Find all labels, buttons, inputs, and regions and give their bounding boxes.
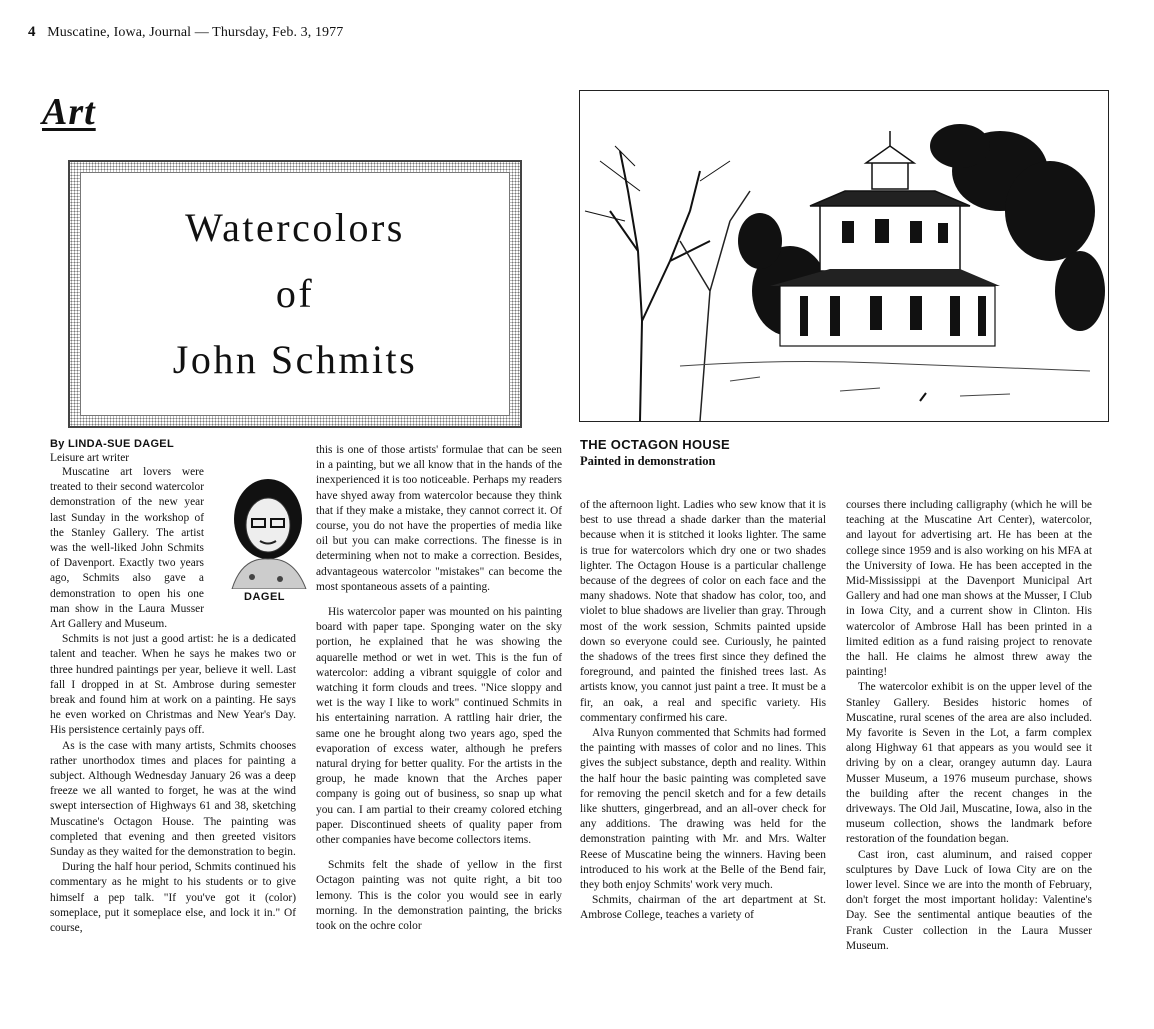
paragraph: Schmits is not just a good artist: he is a dedicated talent and teacher. When he says he makes two or three hundred paintings per year, believe it well. Last fall I dropped in at St. Ambrose during semester break and found him at work on a painting. He says he even worked on Christmas and New Year's Day. His persistence certainly pays off.: [50, 633, 296, 737]
paragraph: Alva Runyon commented that Schmits had formed the painting with masses of color and no lines. This gives the subject substance, depth and reality. Within the half hour the basic painting was completed save for removing the pencil sketch and for a few details like shutters, gingerbread, and an all-over check for any additions. The drawing was held for the demonstration painting with Mr. and Mrs. Walter Reese of Muscatine being the winners. Having been introduced to his work at the Belle of the Bend fair, they both enjoy Schmits' work very much.: [580, 727, 826, 892]
photo-caption-title: THE OCTAGON HOUSE: [580, 437, 731, 452]
paragraph-text: Muscatine art lovers were treated to their second watercolor demonstration of the new year last Sunday in the workshop of the Stanley Gallery. The artist was the well-liked John Schmits of Davenport. Exactly two years ago, Schmits also gave a demonstration to open his one man show in the Laura Musser Art Gallery and Museum.: [50, 466, 204, 631]
paragraph: of the afternoon light. Ladies who sew know that it is best to use thread a shade darker than the material because when it is stitched it looks lighter. The same is true for watercolors which dry one or two shades lighter. The Octagon House is a particular challenge because of the degrees of color on each face and the many shadows. Note that shadow has color, too, and violet to blue shadows are livelier than gray. Through most of the work session, Schmits painted upside down so everyone could see. Curiously, he painted the shadows of the trees first since they defined the foreground, and painted the finished trees last. As artists know, you cannot just paint a tree. It must be a fir, an oak, a real and specific variety. His commentary confirmed his care.: [580, 499, 826, 724]
portrait-photo: [222, 467, 314, 589]
author-portrait: [210, 467, 302, 605]
paragraph: Schmits felt the shade of yellow in the first Octagon painting was not quite right, a bit too lemony. This is the color you would see in early morning. In the demonstration painting, the bricks took on the ochre color: [316, 859, 562, 933]
byline-role: Leisure art writer: [50, 452, 130, 464]
article-column-1: [50, 437, 296, 936]
photo-caption-subtitle: Painted in demonstration: [580, 454, 716, 468]
paragraph: this is one of those artists' formulae that can be seen in a painting, but we all know that in the hands of the inexperienced it is too noticeable. Perhaps my readers have shyed away from watercolor because they think that if they make a mistake, they cannot correct it. Of course, you do not have the properties of media like oil but you can make corrections. The finesse is in determining when not to make a correction. Besides, advantageous watercolor "mistakes" can become the most spontaneous assets of a painting.: [316, 444, 562, 593]
dateline: Muscatine, Iowa, Journal — Thursday, Feb. 3, 1977: [47, 25, 344, 40]
portrait-caption: DAGEL: [244, 590, 285, 603]
page-number: 4: [28, 24, 36, 40]
headline-line-1: Watercolors: [185, 205, 405, 250]
byline: [50, 437, 296, 465]
section-title: Art: [42, 91, 96, 133]
headline-line-2: of: [275, 271, 315, 316]
paragraph: Cast iron, cast aluminum, and raised copper sculptures by Dave Luck of Iowa City are on the lower level. Since we are into the month of February, don't forget the most important holiday: Valentine's Day. See the sentimental antique beauties of the Frank Custer collection in the Laura Musser Museum.: [846, 848, 1092, 952]
paragraph: During the half hour period, Schmits continued his commentary as he might to his students or to give himself a pep talk. "If you've got it (color) someplace, put it someplace else, and lock it in." Of course,: [50, 861, 296, 935]
paragraph: As is the case with many artists, Schmits chooses rather unorthodox times and places for painting a subject. Although Wednesday January 26 was a deep freeze we all wanted to forget, he was at the wind swept intersection of Highways 61 and 38, sketching Muscatine's Octagon House. The painting was completed that evening and then greeted visitors Sunday as they waited for the demonstration to begin.: [50, 739, 296, 859]
article-column-4: [846, 498, 1092, 954]
octagon-house-illustration: [579, 90, 1109, 422]
byline-author: By LINDA-SUE DAGEL: [50, 438, 174, 450]
octagon-house-drawing: [580, 91, 1109, 422]
article-column-2: [316, 443, 562, 934]
headline-line-3: John Schmits: [172, 337, 418, 382]
paragraph: [50, 465, 296, 632]
paragraph: Schmits, chairman of the art department at St. Ambrose College, teaches a variety of: [580, 894, 826, 922]
paragraph: The watercolor exhibit is on the upper level of the Stanley Gallery. Besides historic homes of Muscatine, rural scenes of the area are also included. My favorite is Seven in the Lot, a farm complex along Highway 61 that appears as you would see it driving by on a clear, orangey autumn day. Laura Musser Museum, a 1976 museum purchase, shows the building after the recent changes in the driveways. The Old Jail, Muscatine, Iowa, also in the museum collection, shows the landmark before restoration of the foundation began.: [846, 681, 1092, 846]
paragraph: courses there including calligraphy (which he will be teaching at the Muscatine Art Center), watercolor, and layout for advertising art. He has been at the college since 1959 and is also working on his MFA at the University of Iowa. He has been accepted in the Mid-Mississippi at the Davenport Municipal Art Gallery and had one man shows at the Musser, I Club in Iowa City, and a current show in Clinton. His watercolor of Ambrose Hall has been printed in a limited edition as a fund raising project to renovate the hall. He claims he almost threw away the painting!: [846, 499, 1092, 679]
page-header: [28, 24, 343, 41]
headline-inner: [80, 172, 510, 416]
headline-box: [68, 160, 522, 428]
paragraph: His watercolor paper was mounted on his painting board with paper tape. Sponging water on the sky portion, he explained that he was showing the aquarelle method or wet in wet. This is the fun of watercolor: adding a vibrant squiggle of color and watching it form clouds and trees. "Nice sloppy and wet is the way I like to work" continued Schmits in his entertaining narration. A rattling hair drier, the same one he brought along two years ago, sped the evaporation of excess water, although he prefers natural drying for better quality. For the artists in the group, he made known that the Arches paper company is going out of business, so snap up what you can. I am partial to their creamy colored etching paper. Discontinued sheets of quality paper from other companies have become collectors items.: [316, 606, 562, 847]
article-column-3: [580, 498, 826, 924]
